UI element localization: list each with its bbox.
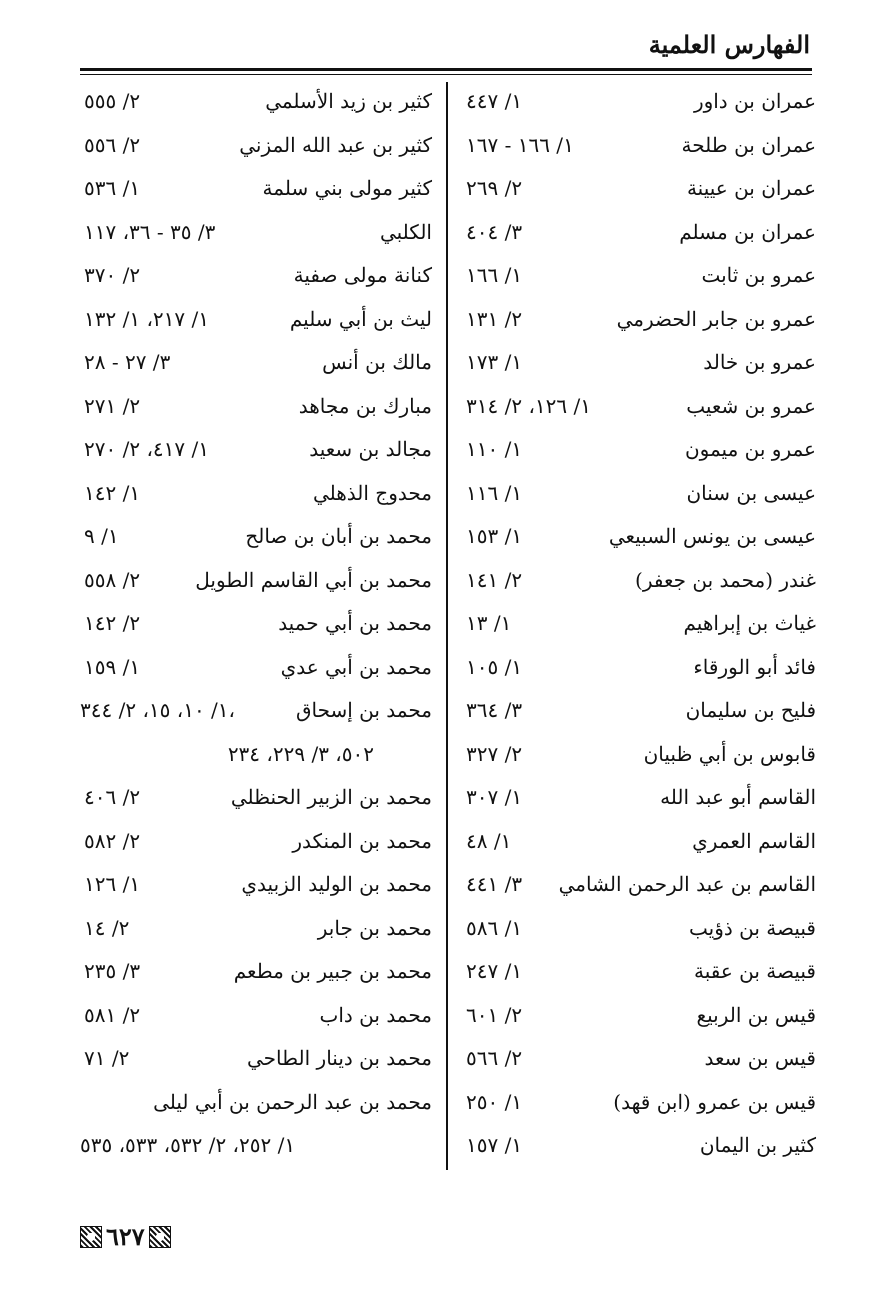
index-entry: [462, 559, 816, 603]
entry-name: عيسى بن سنان: [686, 480, 816, 505]
entry-reference: ١/ ٤٨: [466, 828, 512, 853]
index-entry: [80, 646, 432, 690]
entry-name: محمد بن الزبير الحنظلي: [230, 785, 432, 809]
entry-reference: ٢/ ١٣١: [466, 306, 523, 331]
index-entry: [462, 776, 816, 820]
entry-reference: ١/ ٢٥٠: [466, 1089, 523, 1114]
index-entry: [80, 776, 432, 820]
entry-name: عمرو بن ثابت: [701, 263, 816, 287]
entry-reference: ٢/ ١٤١: [466, 567, 523, 592]
entry-reference: ٢/ ٣٢٧: [466, 741, 523, 766]
entry-reference: ٢/ ٥٥٨: [84, 567, 141, 592]
entry-reference: ٣/ ٤٤١: [466, 872, 523, 896]
index-entry: [80, 689, 432, 733]
entry-name: ليث بن أبي سليم: [289, 306, 432, 331]
index-entry: [80, 950, 432, 994]
entry-reference: ٢/ ٤٠٦: [84, 785, 141, 809]
entry-name: محمد بن أبي القاسم الطويل: [195, 567, 432, 592]
index-entry: [80, 80, 432, 124]
entry-reference: ٢/ ٢٧١: [84, 393, 141, 418]
entry-reference: ١/ ١٢٦: [84, 872, 141, 896]
entry-name: محمد بن أبي عدي: [280, 654, 432, 679]
entry-name: محمد بن عبد الرحمن بن أبي ليلى: [153, 1089, 432, 1114]
entry-reference: ٢/ ٥٨١: [84, 1002, 141, 1027]
index-entry: [462, 80, 816, 124]
index-entry: [462, 385, 816, 429]
index-entry: [462, 602, 816, 646]
entry-reference: ٣/ ٣٦٤: [466, 698, 523, 722]
entry-name: محمد بن أبي حميد: [278, 611, 432, 635]
index-entry: [80, 341, 432, 385]
entry-name: قبيصة بن عقبة: [693, 959, 816, 983]
entry-reference: ١/ ٥٨٦: [466, 915, 523, 940]
entry-reference: ١/ ٢٥٢، ٢/ ٥٣٢، ٥٣٣، ٥٣٥: [80, 1133, 296, 1157]
entry-name: عمران بن داور: [693, 89, 816, 113]
index-entry: [80, 1037, 432, 1081]
entry-name: قابوس بن أبي ظبيان: [643, 741, 816, 766]
entry-name: كثير مولى بني سلمة: [262, 176, 432, 200]
index-entry: [462, 211, 816, 255]
entry-reference: ١/ ١٦٦: [466, 263, 523, 287]
index-entry: [462, 907, 816, 951]
entry-reference: ١/ ٤١٧، ٢/ ٢٧٠: [84, 437, 209, 461]
index-entry: [80, 994, 432, 1038]
entry-name: محمد بن جابر: [317, 915, 432, 940]
entry-name: محمد بن إسحاق: [295, 698, 432, 722]
entry-reference: ٣/ ٤٠٤: [466, 219, 523, 244]
index-entry: [462, 994, 816, 1038]
entry-reference: ١/ ١١٦: [466, 480, 523, 505]
entry-reference: ٢/ ١٤٢: [84, 611, 141, 635]
entry-name: قيس بن الربيع: [696, 1002, 816, 1027]
entry-name: غياث بن إبراهيم: [683, 611, 816, 635]
entry-name: القاسم بن عبد الرحمن الشامي: [558, 872, 816, 896]
index-entry: [80, 167, 432, 211]
index-entry: [80, 385, 432, 429]
entry-reference: ١/ ٥٣٦: [84, 176, 141, 200]
entry-reference: ١/ ١١٠: [466, 437, 523, 461]
header-rule-thin: [80, 74, 812, 75]
index-entry: [80, 254, 432, 298]
header-rule-thick: [80, 68, 812, 71]
entry-reference: ١/ ١٣: [466, 611, 512, 635]
index-entry: [80, 298, 432, 342]
index-entry: [462, 428, 816, 472]
entry-reference: ١/ ١٥٩: [84, 654, 141, 679]
index-entry: [462, 1081, 816, 1125]
entry-name: عمرو بن ميمون: [684, 437, 816, 461]
index-entry: [462, 950, 816, 994]
entry-name: فليح بن سليمان: [685, 698, 816, 722]
entry-name: عمرو بن شعيب: [686, 393, 816, 418]
entry-name: غندر (محمد بن جعفر): [635, 567, 816, 592]
index-entry: [80, 602, 432, 646]
entry-reference: ١/ ١٥٣: [466, 524, 523, 548]
index-entry: [80, 907, 432, 951]
entry-name: عمران بن عيينة: [686, 176, 816, 200]
entry-name: محدوج الذهلي: [312, 480, 432, 505]
entry-name: عمران بن مسلم: [679, 219, 816, 244]
entry-name: محمد بن جبير بن مطعم: [233, 959, 432, 983]
index-entry: [80, 211, 432, 255]
entry-reference: ٢/ ٥٨٢: [84, 828, 141, 853]
entry-reference: ١/ ٢١٧، ١/ ١٣٢: [84, 306, 209, 331]
index-entry: [80, 863, 432, 907]
entry-name: عمرو بن جابر الحضرمي: [616, 306, 816, 331]
entry-reference: ١/ ٤٤٧: [466, 89, 523, 113]
entry-reference: ٥٠٢، ٣/ ٢٢٩، ٢٣٤: [227, 741, 374, 766]
ornament-icon: [149, 1226, 171, 1248]
entry-name: محمد بن أبان بن صالح: [245, 524, 432, 548]
entry-reference: ١/ ١٧٣: [466, 350, 523, 374]
entry-reference: ١/ ١٦٦ - ١٦٧: [466, 132, 574, 157]
entry-reference: ٣/ ٣٥ - ٣٦، ١١٧: [84, 219, 216, 244]
index-entry: [462, 341, 816, 385]
entry-name: القاسم أبو عبد الله: [660, 785, 816, 809]
index-entry: [80, 1081, 432, 1125]
entry-reference: ٣/ ٢٧ - ٢٨: [84, 350, 171, 374]
index-entry: [80, 733, 432, 777]
entry-reference: ١/ ٩: [84, 524, 119, 548]
index-entry: [462, 298, 816, 342]
index-column-left: [80, 80, 432, 1168]
index-entry: [462, 167, 816, 211]
entry-reference: ٢/ ٣٧٠: [84, 263, 141, 287]
entry-reference: ٢/ ١٤: [84, 915, 130, 940]
entry-reference: ٢/ ٥٥٦: [84, 132, 141, 157]
entry-name: قبيصة بن ذؤيب: [689, 915, 816, 940]
entry-name: فائد أبو الورقاء: [693, 654, 816, 679]
index-entry: [462, 254, 816, 298]
entry-reference: ١/ ٢٤٧: [466, 959, 523, 983]
entry-name: عيسى بن يونس السبيعي: [608, 524, 816, 548]
index-entry: [462, 863, 816, 907]
entry-reference: ١/ ١٢٦، ٢/ ٣١٤: [466, 393, 591, 418]
index-entry: [462, 124, 816, 168]
entry-reference: ٢/ ٥٥٥: [84, 89, 141, 113]
index-entry: [462, 515, 816, 559]
entry-reference: ٢/ ٥٦٦: [466, 1046, 523, 1070]
entry-reference: ١/ ١٠، ١٥، ٢/ ٣٤٤،: [80, 698, 236, 722]
entry-name: محمد بن المنكدر: [292, 828, 432, 853]
entry-reference: ٢/ ٦٠١: [466, 1002, 523, 1027]
entry-name: كثير بن عبد الله المزني: [239, 132, 432, 157]
entry-name: قيس بن عمرو (ابن قهد): [613, 1089, 816, 1114]
index-entry: [462, 646, 816, 690]
entry-name: مجالد بن سعيد: [309, 437, 432, 461]
entry-name: عمران بن طلحة: [681, 132, 816, 157]
entry-name: قيس بن سعد: [704, 1046, 816, 1070]
entry-name: محمد بن داب: [319, 1002, 432, 1027]
entry-reference: ٢/ ٢٦٩: [466, 176, 523, 200]
index-entry: [462, 1037, 816, 1081]
ornament-icon: [80, 1226, 102, 1248]
entry-name: عمرو بن خالد: [703, 350, 816, 374]
entry-reference: ٢/ ٧١: [84, 1046, 130, 1070]
index-entry: [80, 515, 432, 559]
entry-name: محمد بن الوليد الزبيدي: [241, 872, 432, 896]
index-entry: [462, 689, 816, 733]
entry-reference: ١/ ٣٠٧: [466, 785, 523, 809]
index-entry: [80, 820, 432, 864]
index-entry: [80, 559, 432, 603]
index-column-right: [462, 80, 816, 1168]
entry-reference: ٣/ ٢٣٥: [84, 959, 141, 983]
index-entry: [80, 1124, 432, 1168]
index-entry: [80, 472, 432, 516]
entry-name: كثير بن اليمان: [699, 1133, 816, 1157]
column-divider: [446, 82, 448, 1170]
entry-reference: ١/ ١٤٢: [84, 480, 141, 505]
entry-name: محمد بن دينار الطاحي: [247, 1046, 432, 1070]
index-entry: [80, 428, 432, 472]
entry-name: الكلبي: [379, 219, 432, 244]
entry-reference: ١/ ١٥٧: [466, 1133, 523, 1157]
entry-name: كنانة مولى صفية: [293, 263, 432, 287]
entry-reference: ١/ ١٠٥: [466, 654, 523, 679]
page-footer: [80, 1222, 171, 1251]
entry-name: القاسم العمري: [692, 828, 816, 853]
page-number: ٦٢٧: [106, 1222, 145, 1251]
index-entry: [80, 124, 432, 168]
index-entry: [462, 733, 816, 777]
page-header-title: الفهارس العلمية: [648, 30, 810, 59]
entry-name: مالك بن أنس: [322, 350, 432, 374]
entry-name: مبارك بن مجاهد: [298, 393, 432, 418]
index-entry: [462, 1124, 816, 1168]
entry-name: كثير بن زيد الأسلمي: [265, 89, 432, 113]
index-entry: [462, 820, 816, 864]
index-entry: [462, 472, 816, 516]
